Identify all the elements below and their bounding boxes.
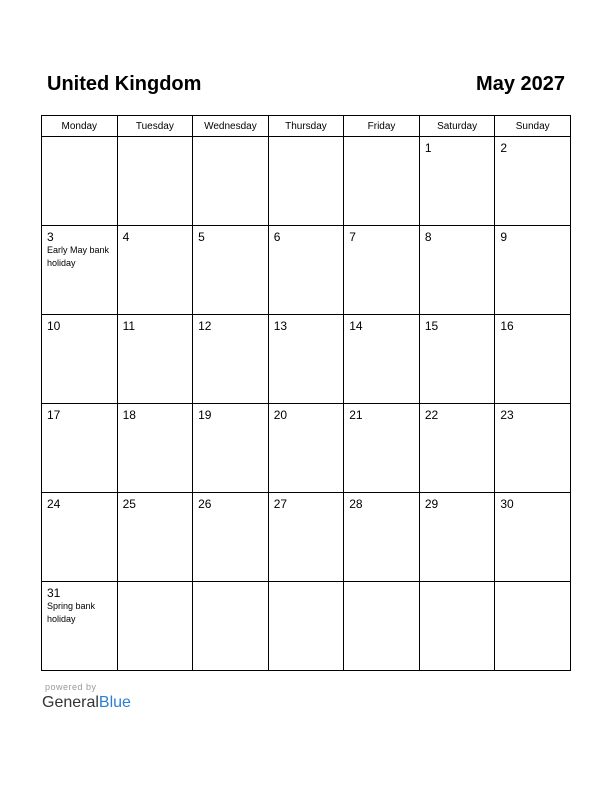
day-cell bbox=[419, 582, 495, 671]
day-cell bbox=[495, 404, 571, 493]
day-number: 14 bbox=[349, 319, 363, 333]
day-cell bbox=[193, 582, 269, 671]
day-cell bbox=[344, 493, 420, 582]
day-cell bbox=[268, 582, 344, 671]
day-number: 4 bbox=[122, 230, 130, 244]
day-number: 25 bbox=[122, 497, 136, 511]
day-number: 12 bbox=[198, 319, 212, 333]
day-number bbox=[344, 137, 419, 141]
day-number: 8 bbox=[424, 230, 432, 244]
day-cell bbox=[42, 493, 118, 582]
weekday-header: Thursday bbox=[268, 116, 344, 137]
day-number: 31 bbox=[47, 586, 61, 600]
day-cell bbox=[42, 404, 118, 493]
day-cell bbox=[495, 315, 571, 404]
country-title: United Kingdom bbox=[47, 73, 202, 95]
day-number: 30 bbox=[500, 497, 514, 511]
day-number: 2 bbox=[500, 141, 508, 155]
day-number: 19 bbox=[198, 408, 212, 422]
day-cell bbox=[193, 404, 269, 493]
day-number bbox=[495, 582, 570, 586]
weekday-header: Saturday bbox=[419, 116, 495, 137]
day-number bbox=[344, 582, 419, 586]
day-number bbox=[118, 137, 193, 141]
day-cell bbox=[268, 315, 344, 404]
month-title: May 2027 bbox=[476, 73, 565, 95]
day-cell bbox=[117, 404, 193, 493]
day-cell bbox=[495, 493, 571, 582]
day-number bbox=[42, 137, 117, 141]
day-number: 10 bbox=[47, 319, 61, 333]
day-cell bbox=[193, 315, 269, 404]
day-cell bbox=[193, 226, 269, 315]
day-number: 18 bbox=[122, 408, 136, 422]
day-cell bbox=[344, 582, 420, 671]
day-number: 23 bbox=[500, 408, 514, 422]
day-number: 16 bbox=[500, 319, 514, 333]
week-row bbox=[42, 315, 571, 404]
day-number: 15 bbox=[424, 319, 439, 333]
day-cell bbox=[268, 226, 344, 315]
day-cell bbox=[344, 137, 420, 226]
day-number: 5 bbox=[198, 230, 205, 244]
day-cell bbox=[193, 493, 269, 582]
day-number: 28 bbox=[349, 497, 363, 511]
day-number: 20 bbox=[273, 408, 288, 422]
day-cell bbox=[495, 137, 571, 226]
powered-by-label: powered by bbox=[45, 682, 97, 692]
day-cell bbox=[42, 226, 118, 315]
brand-blue: Blue bbox=[98, 694, 131, 711]
brand-logo[interactable] bbox=[42, 693, 131, 713]
day-cell bbox=[117, 226, 193, 315]
day-cell bbox=[344, 404, 420, 493]
week-row bbox=[42, 137, 571, 226]
day-cell bbox=[268, 493, 344, 582]
brand-general: General bbox=[42, 694, 99, 711]
day-number: 24 bbox=[47, 497, 61, 511]
day-number: 3 bbox=[47, 230, 54, 244]
day-cell bbox=[268, 137, 344, 226]
week-row bbox=[42, 404, 571, 493]
day-number bbox=[269, 582, 344, 586]
day-number: 17 bbox=[47, 408, 61, 422]
day-cell bbox=[419, 315, 495, 404]
day-number: 21 bbox=[349, 408, 363, 422]
day-number: 11 bbox=[122, 319, 136, 333]
day-cell bbox=[117, 137, 193, 226]
day-number: 27 bbox=[273, 497, 288, 511]
day-number: 7 bbox=[349, 230, 356, 244]
day-cell bbox=[42, 582, 118, 671]
weekday-header-row bbox=[42, 116, 571, 137]
holiday-label: Early May bank holiday bbox=[47, 245, 110, 268]
day-cell bbox=[419, 493, 495, 582]
day-number: 1 bbox=[424, 141, 432, 155]
weekday-header: Tuesday bbox=[117, 116, 193, 137]
day-cell bbox=[419, 404, 495, 493]
day-number bbox=[420, 582, 495, 586]
day-cell bbox=[419, 226, 495, 315]
day-cell bbox=[117, 582, 193, 671]
day-cell bbox=[117, 493, 193, 582]
day-number: 26 bbox=[198, 497, 212, 511]
day-number bbox=[269, 137, 344, 141]
day-cell bbox=[344, 315, 420, 404]
day-cell bbox=[495, 226, 571, 315]
day-cell bbox=[42, 137, 118, 226]
day-number: 29 bbox=[424, 497, 439, 511]
day-cell bbox=[419, 137, 495, 226]
weekday-header: Monday bbox=[42, 116, 118, 137]
weekday-header: Wednesday bbox=[193, 116, 269, 137]
day-number bbox=[193, 582, 268, 586]
weekday-header: Sunday bbox=[495, 116, 571, 137]
day-cell bbox=[344, 226, 420, 315]
week-row bbox=[42, 582, 571, 671]
day-number bbox=[193, 137, 268, 141]
day-cell bbox=[42, 315, 118, 404]
day-cell bbox=[268, 404, 344, 493]
day-cell bbox=[193, 137, 269, 226]
day-cell bbox=[117, 315, 193, 404]
day-number: 13 bbox=[273, 319, 288, 333]
day-number bbox=[118, 582, 193, 586]
day-cell bbox=[495, 582, 571, 671]
day-number: 22 bbox=[424, 408, 439, 422]
weekday-header: Friday bbox=[344, 116, 420, 137]
day-number: 6 bbox=[273, 230, 281, 244]
week-row bbox=[42, 226, 571, 315]
calendar-grid bbox=[41, 115, 571, 671]
week-row bbox=[42, 493, 571, 582]
holiday-label: Spring bank holiday bbox=[47, 601, 96, 624]
day-number: 9 bbox=[500, 230, 508, 244]
